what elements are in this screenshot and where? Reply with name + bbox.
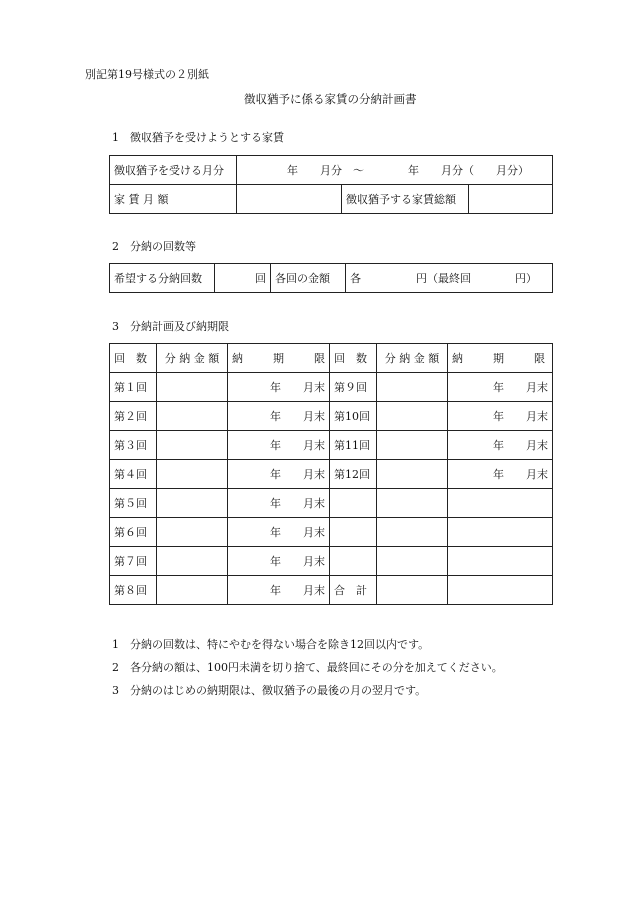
installment-amount[interactable] <box>157 489 228 518</box>
installment-amount[interactable] <box>377 431 448 460</box>
plan-row <box>110 547 553 576</box>
rent-label: 家 賃 月 額 <box>110 185 237 214</box>
section2-heading: 2 分納の回数等 <box>112 240 196 253</box>
count-label: 希望する分納回数 <box>110 264 215 293</box>
installment-label: 第３回 <box>110 431 157 460</box>
total-label: 徴収猶予する家賃総額 <box>342 185 469 214</box>
installment-amount[interactable] <box>157 460 228 489</box>
section3-heading: 3 分納計画及び納期限 <box>112 320 229 333</box>
installment-due[interactable]: 年 月末 <box>448 402 553 431</box>
installment-due[interactable] <box>448 576 553 605</box>
note-3: 3 分納のはじめの納期限は、徴収猶予の最後の月の翌月です。 <box>112 684 427 697</box>
installment-due[interactable]: 年 月末 <box>228 576 330 605</box>
installment-due[interactable]: 年 月末 <box>448 431 553 460</box>
col-count-right: 回 数 <box>330 344 377 373</box>
installment-label: 合 計 <box>330 576 377 605</box>
installment-due[interactable]: 年 月末 <box>228 489 330 518</box>
installment-amount[interactable] <box>157 547 228 576</box>
plan-row <box>110 373 553 402</box>
installment-label <box>330 489 377 518</box>
installment-label: 第11回 <box>330 431 377 460</box>
installment-label: 第７回 <box>110 547 157 576</box>
section2-table <box>109 263 553 293</box>
installment-due[interactable]: 年 月末 <box>228 518 330 547</box>
installment-amount[interactable] <box>377 402 448 431</box>
col-count-left: 回 数 <box>110 344 157 373</box>
installment-label: 第８回 <box>110 576 157 605</box>
installment-amount[interactable] <box>377 460 448 489</box>
month-label: 徴収猶予を受ける月分 <box>110 156 237 185</box>
plan-row <box>110 489 553 518</box>
amount-label: 各回の金額 <box>271 264 346 293</box>
installment-due[interactable]: 年 月末 <box>228 431 330 460</box>
page-title: 徴収猶予に係る家賃の分納計画書 <box>244 92 417 106</box>
installment-label: 第10回 <box>330 402 377 431</box>
installment-label: 第４回 <box>110 460 157 489</box>
installment-label: 第６回 <box>110 518 157 547</box>
installment-due[interactable] <box>448 489 553 518</box>
installment-label: 第９回 <box>330 373 377 402</box>
installment-label: 第２回 <box>110 402 157 431</box>
total-value[interactable] <box>469 185 553 214</box>
section1-table <box>109 155 553 214</box>
installment-due[interactable] <box>448 518 553 547</box>
rent-value[interactable] <box>237 185 342 214</box>
installment-due[interactable] <box>448 547 553 576</box>
installment-label: 第12回 <box>330 460 377 489</box>
plan-row <box>110 576 553 605</box>
col-amount-right: 分 納 金 額 <box>377 344 448 373</box>
installment-label <box>330 518 377 547</box>
plan-row <box>110 460 553 489</box>
installment-due[interactable]: 年 月末 <box>228 547 330 576</box>
form-reference: 別記第19号様式の２別紙 <box>85 68 209 81</box>
installment-due[interactable]: 年 月末 <box>228 402 330 431</box>
col-due-right: 納 期 限 <box>448 344 553 373</box>
plan-table <box>109 343 553 605</box>
plan-header-row <box>110 344 553 373</box>
installment-label: 第５回 <box>110 489 157 518</box>
section1-heading: 1 徴収猶予を受けようとする家賃 <box>112 131 284 144</box>
amount-value[interactable]: 各 円（最終回 円） <box>346 264 553 293</box>
note-2: 2 各分納の額は、100円未満を切り捨て、最終回にその分を加えてください。 <box>112 661 503 674</box>
installment-amount[interactable] <box>157 373 228 402</box>
plan-row <box>110 518 553 547</box>
installment-label: 第１回 <box>110 373 157 402</box>
installment-due[interactable]: 年 月末 <box>448 373 553 402</box>
count-value[interactable]: 回 <box>215 264 271 293</box>
installment-amount[interactable] <box>157 576 228 605</box>
month-value[interactable]: 年 月分 ～ 年 月分（ 月分） <box>237 156 553 185</box>
installment-amount[interactable] <box>377 518 448 547</box>
plan-row <box>110 402 553 431</box>
installment-amount[interactable] <box>377 547 448 576</box>
installment-due[interactable]: 年 月末 <box>228 373 330 402</box>
installment-amount[interactable] <box>377 373 448 402</box>
col-amount-left: 分 納 金 額 <box>157 344 228 373</box>
col-due-left: 納 期 限 <box>228 344 330 373</box>
installment-amount[interactable] <box>377 489 448 518</box>
plan-row <box>110 431 553 460</box>
installment-amount[interactable] <box>157 431 228 460</box>
installment-amount[interactable] <box>157 518 228 547</box>
installment-amount[interactable] <box>157 402 228 431</box>
note-1: 1 分納の回数は、特にやむを得ない場合を除き12回以内です。 <box>112 638 430 651</box>
installment-due[interactable]: 年 月末 <box>228 460 330 489</box>
installment-due[interactable]: 年 月末 <box>448 460 553 489</box>
installment-amount[interactable] <box>377 576 448 605</box>
installment-label <box>330 547 377 576</box>
